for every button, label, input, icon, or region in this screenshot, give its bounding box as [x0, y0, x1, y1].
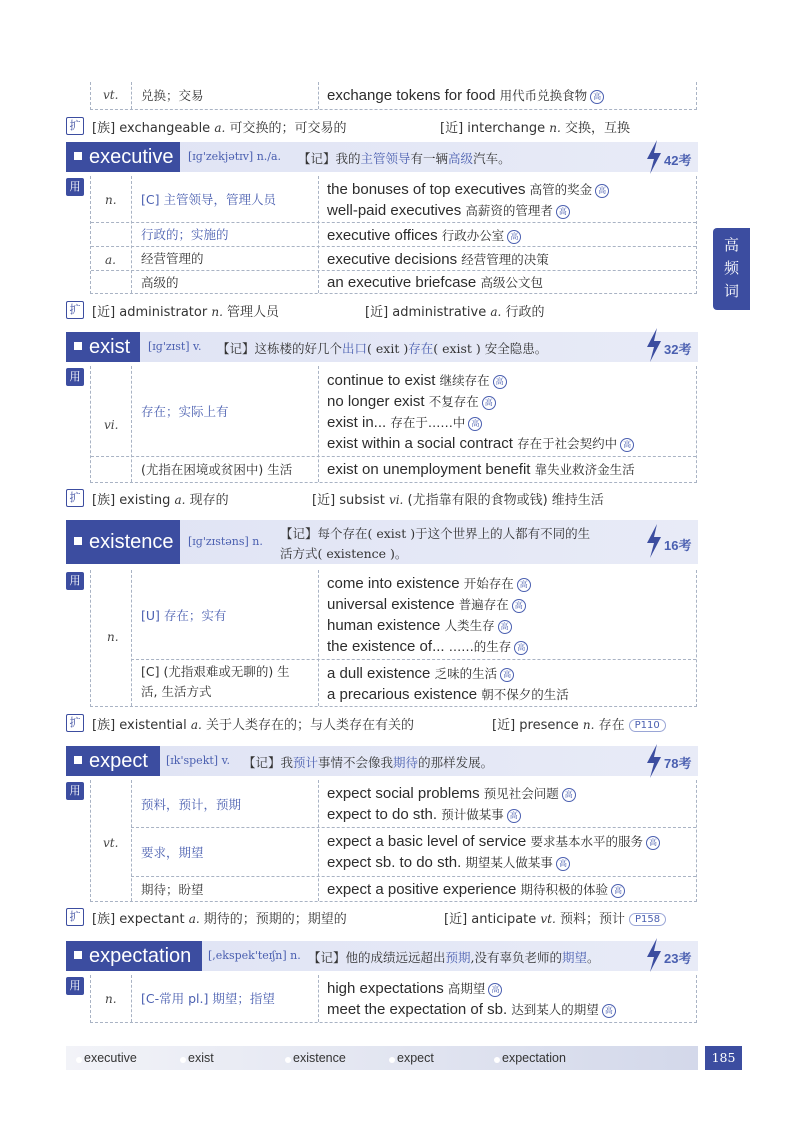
- footer-word-link[interactable]: exist: [188, 1051, 214, 1065]
- side-tab-text: 高频词: [723, 236, 739, 300]
- example: expect a basic level of service 要求基本水平的服务 高: [327, 831, 660, 852]
- extension-tag: 扩: [66, 714, 84, 732]
- high-freq-icon: 高: [611, 884, 625, 898]
- extension-tag: 扩: [66, 117, 84, 135]
- mnemonic: 【记】这栋楼的好几个出口( exit )存在( exist ) 安全隐患。: [217, 341, 548, 356]
- meaning: (尤指在困境或贫困中) 生活: [141, 462, 293, 477]
- usage-tag: 用: [66, 782, 84, 800]
- example: expect a positive experience 期待积极的体验 高: [327, 879, 625, 900]
- footer-word-link[interactable]: executive: [84, 1051, 137, 1065]
- headword-exist: exist: [66, 332, 140, 362]
- extension-left: [近] administrator n. 管理人员: [92, 305, 280, 320]
- usage-tag: 用: [66, 368, 84, 386]
- headword-expectation: expectation: [66, 941, 202, 971]
- example: human existence 人类生存 高: [327, 615, 512, 636]
- existence-table: [90, 570, 697, 707]
- mnemonic: 【记】我的主管领导有一辆高级汽车。: [298, 151, 511, 166]
- high-freq-icon: 高: [507, 230, 521, 244]
- bullet-icon: [494, 1057, 500, 1063]
- bullet-icon: [76, 1057, 82, 1063]
- example: a precarious existence 朝不保夕的生活: [327, 686, 569, 703]
- exam-count: 32考: [664, 342, 692, 357]
- headword-executive: executive: [66, 142, 180, 172]
- lightning-icon: [645, 140, 663, 174]
- high-freq-icon: 高: [562, 788, 576, 802]
- example: expect sb. to do sth. 期望某人做某事 高: [327, 852, 570, 873]
- footer-word-link[interactable]: expect: [397, 1051, 434, 1065]
- exam-count: 42考: [664, 153, 692, 168]
- phonetic: [ɪɡ'zɪst] v.: [148, 340, 202, 353]
- meaning: [C-常用 pl.] 期望；指望: [141, 991, 275, 1006]
- meaning: 经营管理的: [141, 251, 204, 266]
- meaning: [U] 存在；实有: [141, 608, 227, 623]
- meaning: 行政的；实施的: [141, 227, 229, 242]
- extension-tag: 扩: [66, 301, 84, 319]
- extension-right: [近] interchange n. 交换，互换: [440, 121, 630, 136]
- meaning: [C] 主管领导，管理人员: [141, 192, 276, 207]
- example: expect social problems 预见社会问题 高: [327, 783, 576, 804]
- example: exist in... 存在于……中 高: [327, 412, 482, 433]
- high-freq-icon: 高: [556, 205, 570, 219]
- high-freq-icon: 高: [556, 857, 570, 871]
- example: well-paid executives 高薪资的管理者 高: [327, 200, 570, 221]
- extension-right: [近] presence n. 存在 P110: [492, 714, 666, 733]
- high-freq-icon: 高: [493, 375, 507, 389]
- extension-tag: 扩: [66, 489, 84, 507]
- phonetic: [ɪɡ'zekjətɪv] n./a.: [188, 150, 282, 163]
- high-freq-icon: 高: [646, 836, 660, 850]
- mnemonic-line-1: 【记】每个存在( exist )于这个世界上的人都有不同的生: [280, 526, 591, 541]
- meaning: 存在；实际上有: [141, 404, 229, 419]
- high-freq-icon: 高: [498, 620, 512, 634]
- meaning: 预料，预计，预期: [141, 797, 242, 812]
- example: high expectations 高期望 高: [327, 978, 502, 999]
- lightning-icon: [645, 328, 663, 362]
- expectation-table: [90, 975, 697, 1023]
- example: executive decisions 经营管理的决策: [327, 251, 549, 268]
- executive-table: [90, 176, 697, 294]
- pos-label: vt.: [103, 88, 119, 102]
- lightning-icon: [645, 938, 663, 972]
- high-freq-icon: 高: [468, 417, 482, 431]
- high-freq-icon: 高: [512, 599, 526, 613]
- high-freq-icon: 高: [488, 983, 502, 997]
- example: continue to exist 继续存在 高: [327, 370, 507, 391]
- example: a dull existence 乏味的生活 高: [327, 663, 514, 684]
- extension-left: [族] expectant a. 期待的；预期的；期望的: [92, 912, 347, 927]
- usage-tag: 用: [66, 178, 84, 196]
- meaning: 期待；盼望: [141, 882, 204, 897]
- high-freq-icon: 高: [595, 184, 609, 198]
- high-freq-icon: 高: [517, 578, 531, 592]
- high-freq-icon: 高: [500, 668, 514, 682]
- pos-label: n.: [105, 193, 117, 207]
- lightning-icon: [645, 744, 663, 778]
- example: expect to do sth. 预计做某事 高: [327, 804, 521, 825]
- bullet-icon: [180, 1057, 186, 1063]
- extension-left: [族] existing a. 现存的: [92, 493, 229, 508]
- high-freq-icon: 高: [602, 1004, 616, 1018]
- example: exchange tokens for food 用代币兑换食物 高: [327, 85, 604, 106]
- high-freq-icon: 高: [507, 809, 521, 823]
- example: exist within a social contract 存在于社会契约中 高: [327, 433, 634, 454]
- example: exist on unemployment benefit 靠失业救济金生活: [327, 461, 635, 478]
- pos-label: n.: [107, 630, 119, 644]
- example: the existence of... ……的生存 高: [327, 636, 528, 657]
- headword-existence: existence: [66, 520, 180, 564]
- exam-count: 16考: [664, 538, 692, 553]
- expect-table: [90, 780, 697, 902]
- extension-left: [族] exchangeable a. 可交换的；可交易的: [92, 121, 347, 136]
- mnemonic: 【记】他的成绩远远超出预期,没有辜负老师的期望。: [308, 950, 600, 965]
- page-number: 185: [705, 1046, 742, 1070]
- high-frequency-tab: [713, 228, 750, 310]
- page-reference-link[interactable]: P158: [629, 913, 666, 926]
- footer-word-link[interactable]: expectation: [502, 1051, 566, 1065]
- phonetic: [ɪɡ'zɪstəns] n.: [188, 535, 263, 548]
- extension-right: [近] subsist vi. (尤指靠有限的食物或钱) 维持生活: [312, 493, 604, 508]
- footer-word-link[interactable]: existence: [293, 1051, 346, 1065]
- example: an executive briefcase 高级公文包: [327, 274, 543, 291]
- lightning-icon: [645, 524, 663, 558]
- high-freq-icon: 高: [620, 438, 634, 452]
- meaning: 高级的: [141, 275, 179, 290]
- footer-index-bar: [66, 1046, 698, 1070]
- pos-label: vt.: [103, 836, 119, 850]
- exist-table: [90, 366, 697, 483]
- example: no longer exist 不复存在 高: [327, 391, 496, 412]
- exam-count: 78考: [664, 756, 692, 771]
- pos-label: a.: [105, 253, 116, 267]
- example: executive offices 行政办公室 高: [327, 225, 521, 246]
- example: universal existence 普遍存在 高: [327, 594, 526, 615]
- meaning: 要求，期望: [141, 845, 204, 860]
- example: the bonuses of top executives 高管的奖金 高: [327, 179, 609, 200]
- exam-count: 23考: [664, 951, 692, 966]
- extension-right: [近] anticipate vt. 预料；预计 P158: [444, 908, 666, 927]
- meaning: 兑换；交易: [141, 88, 204, 103]
- bullet-icon: [285, 1057, 291, 1063]
- bullet-icon: [389, 1057, 395, 1063]
- mnemonic-line-2: 活方式( existence )。: [280, 546, 408, 561]
- phonetic: [ɪk'spekt] v.: [166, 754, 230, 767]
- page-reference-link[interactable]: P110: [629, 719, 666, 732]
- mnemonic: 【记】我预计事情不会像我期待的那样发展。: [243, 755, 494, 770]
- high-freq-icon: 高: [590, 90, 604, 104]
- phonetic: [,ekspek'teɪʃn] n.: [208, 949, 301, 962]
- high-freq-icon: 高: [514, 641, 528, 655]
- usage-tag: 用: [66, 977, 84, 995]
- meaning: [C] (尤指艰难或无聊的) 生 活, 生活方式: [141, 664, 290, 699]
- example: come into existence 开始存在 高: [327, 573, 531, 594]
- extension-right: [近] administrative a. 行政的: [365, 305, 545, 320]
- high-freq-icon: 高: [482, 396, 496, 410]
- pos-label: vi.: [104, 418, 119, 432]
- extension-tag: 扩: [66, 908, 84, 926]
- pos-label: n.: [105, 992, 117, 1006]
- headword-expect: expect: [66, 746, 160, 776]
- exchange-table: [90, 82, 697, 110]
- extension-left: [族] existential a. 关于人类存在的；与人类存在有关的: [92, 718, 415, 733]
- usage-tag: 用: [66, 572, 84, 590]
- example: meet the expectation of sb. 达到某人的期望 高: [327, 999, 616, 1020]
